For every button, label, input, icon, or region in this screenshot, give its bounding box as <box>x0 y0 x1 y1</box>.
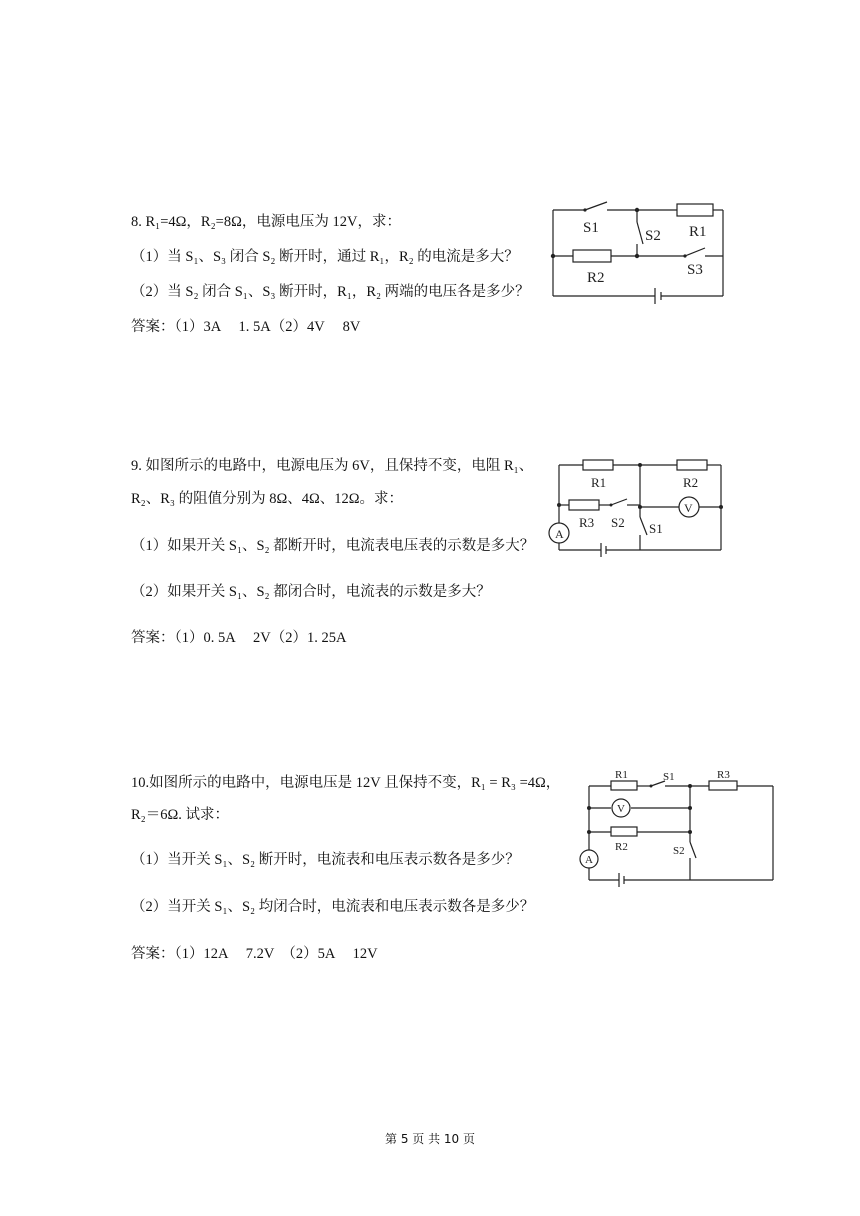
q10-resistor-r3 <box>709 781 737 790</box>
q9-switch-s1 <box>640 517 647 535</box>
q9-switch-s2 <box>611 499 627 505</box>
q9-label-r3: R3 <box>579 515 595 530</box>
q9-label-r2: R2 <box>683 475 699 490</box>
q9-label-a: A <box>555 527 564 541</box>
q10-part2: （2）当开关 S₁、S₂ 均闭合时，电流表和电压表示数各是多少？ <box>131 899 535 915</box>
q8-resistor-r2 <box>573 250 611 262</box>
q8-answer: 答案：（1）3A 1. 5A（2）4V 8V <box>131 319 361 335</box>
q9-label-s1: S1 <box>649 521 663 536</box>
q10-label-s2: S2 <box>673 845 685 857</box>
q8-header: 8. R₁=4Ω，R₂=8Ω，电源电压为 12V，求： <box>131 214 401 230</box>
q8-label-r2: R2 <box>587 270 605 286</box>
q9-label-r1: R1 <box>591 475 607 490</box>
q8-label-s1: S1 <box>583 220 599 236</box>
q8-label-s2: S2 <box>645 228 661 244</box>
q8-label-s3: S3 <box>687 262 703 278</box>
q8-part2: （2）当 S₂ 闭合 S₁、S₃ 断开时，R₁，R₂ 两端的电压各是多少？ <box>131 284 530 300</box>
q10-line2: R₂＝6Ω. 试求： <box>131 807 230 823</box>
q10-resistor-r1 <box>611 781 637 790</box>
q9-resistor-r2 <box>677 460 707 470</box>
q10-circuit-diagram <box>575 766 780 891</box>
page-footer: 第 5 页 共 10 页 <box>385 1132 475 1146</box>
q8-switch-s1 <box>585 202 607 210</box>
q9-circuit-diagram <box>545 455 730 560</box>
q10-part1: （1）当开关 S₁、S₂ 断开时，电流表和电压表示数各是多少？ <box>131 852 520 868</box>
q8-circuit-diagram <box>545 198 730 308</box>
q9-line1: 9. 如图所示的电路中，电源电压为 6V，且保持不变，电阻 R₁、 <box>131 458 534 474</box>
q10-label-v: V <box>617 803 625 815</box>
q8-resistor-r1 <box>677 204 713 216</box>
q10-label-r2: R2 <box>615 841 628 853</box>
q9-answer: 答案：（1）0. 5A 2V（2）1. 25A <box>131 630 347 646</box>
q9-resistor-r3 <box>569 500 599 510</box>
q10-label-s1: S1 <box>663 771 675 783</box>
q8-switch-s3 <box>685 248 705 256</box>
q9-resistor-r1 <box>583 460 613 470</box>
q9-label-s2: S2 <box>611 515 625 530</box>
q9-part1: （1）如果开关 S₁、S₂ 都断开时，电流表电压表的示数是多大？ <box>131 538 535 554</box>
q9-label-v: V <box>684 501 693 515</box>
q10-label-r3: R3 <box>717 769 730 781</box>
q10-resistor-r2 <box>611 827 637 836</box>
q9-line2: R₂、R₃ 的阻值分别为 8Ω、4Ω、12Ω。求： <box>131 491 404 507</box>
q8-part1: （1）当 S₁、S₃ 闭合 S₂ 断开时，通过 R₁，R₂ 的电流是多大？ <box>131 249 519 265</box>
q9-part2: （2）如果开关 S₁、S₂ 都闭合时，电流表的示数是多大？ <box>131 584 491 600</box>
q10-label-r1: R1 <box>615 769 628 781</box>
q8-label-r1: R1 <box>689 224 707 240</box>
q10-line1: 10.如图所示的电路中，电源电压是 12V 且保持不变，R₁ = R₃ =4Ω， <box>131 775 561 791</box>
q10-label-a: A <box>585 854 593 866</box>
q10-answer: 答案：（1）12A 7.2V （2）5A 12V <box>131 946 378 962</box>
q10-switch-s2 <box>690 842 696 858</box>
q8-switch-s2 <box>637 222 643 244</box>
